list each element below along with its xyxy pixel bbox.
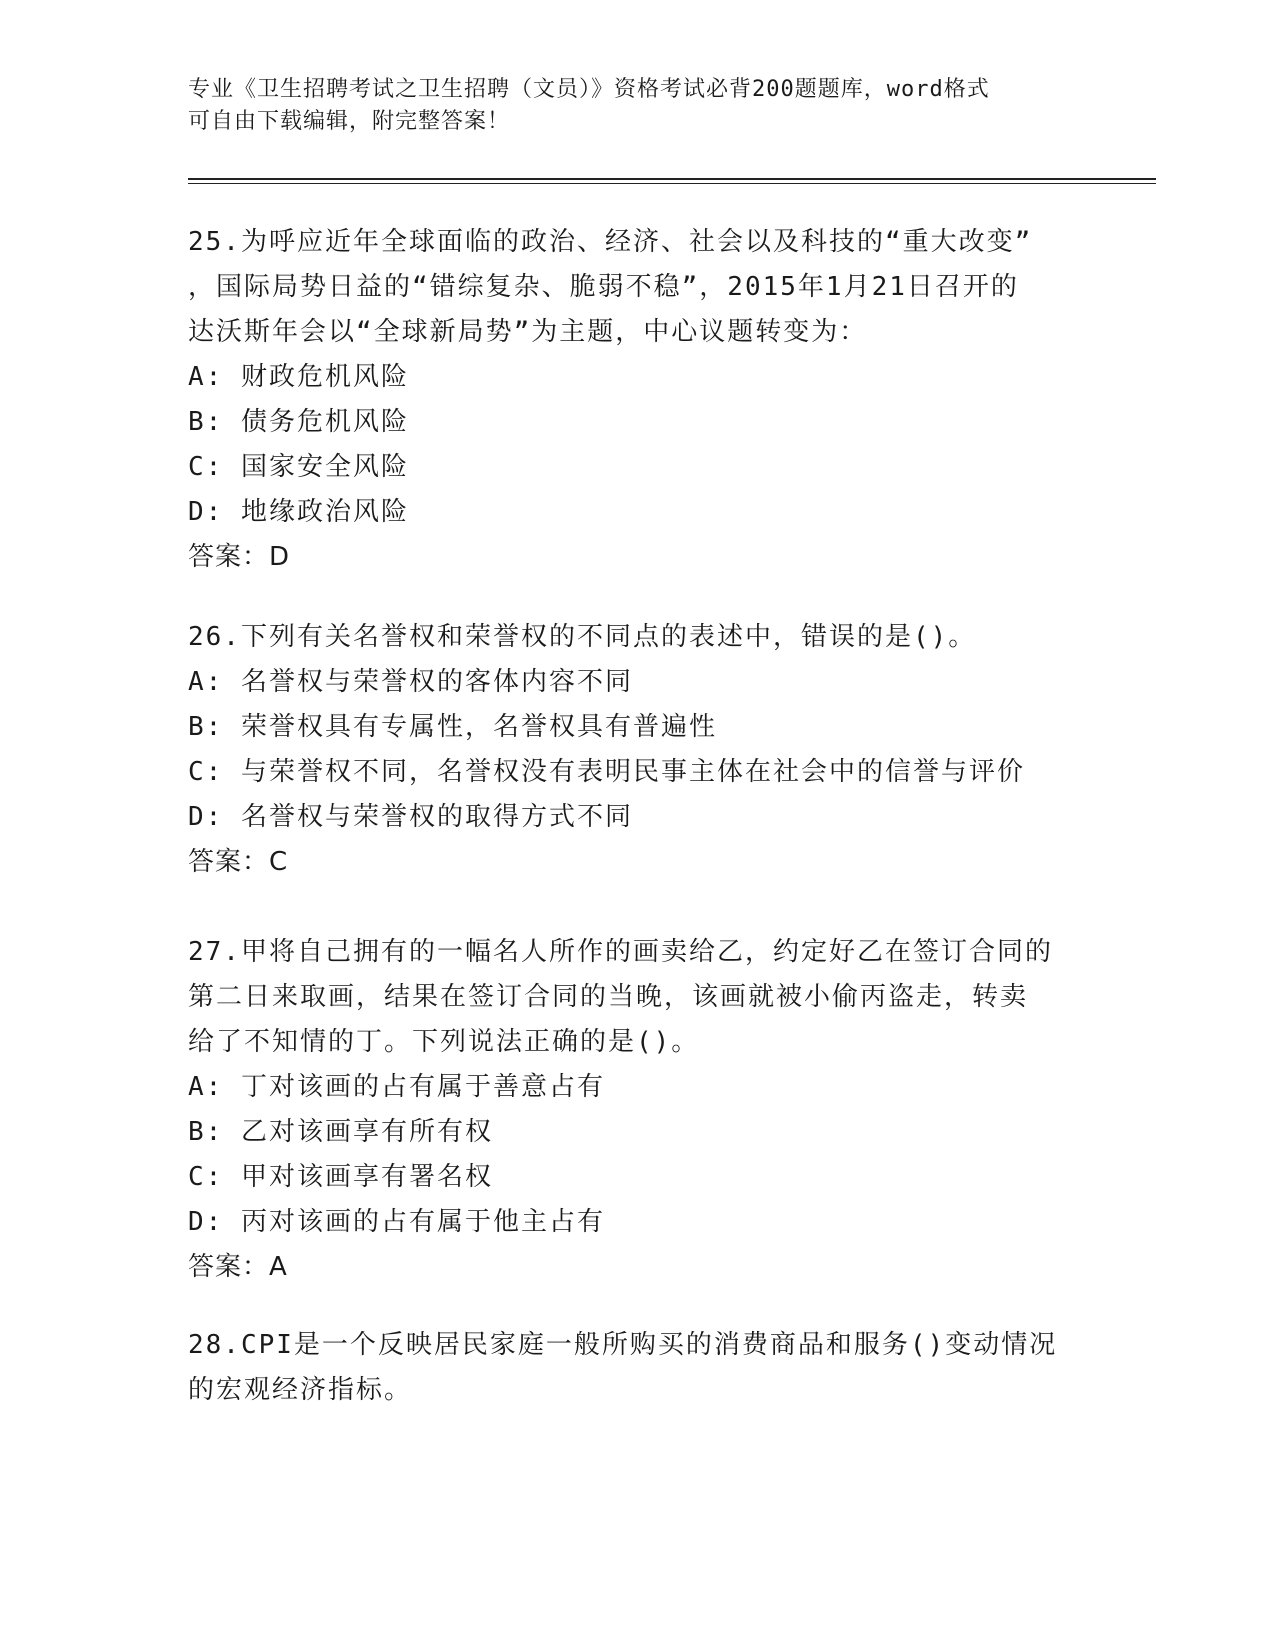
answer: 答案：A: [188, 1252, 288, 1282]
stem-line: 给了不知情的丁。下列说法正确的是()。: [188, 1027, 700, 1057]
option-d: D: 丙对该画的占有属于他主占有: [188, 1207, 605, 1237]
answer: 答案：C: [188, 847, 289, 877]
option-d: D: 名誉权与荣誉权的取得方式不同: [188, 802, 633, 832]
question-28: [188, 1323, 1088, 1413]
option-a: A: 丁对该画的占有属于善意占有: [188, 1072, 605, 1102]
stem-line: 27.甲将自己拥有的一幅名人所作的画卖给乙，约定好乙在签订合同的: [188, 937, 1053, 967]
option-b: B: 乙对该画享有所有权: [188, 1117, 493, 1147]
question-stem: [188, 930, 1088, 1065]
option-a: A: 财政危机风险: [188, 362, 409, 392]
option-c: C: 与荣誉权不同，名誉权没有表明民事主体在社会中的信誉与评价: [188, 757, 1025, 787]
stem-line: 28.CPI是一个反映居民家庭一般所购买的消费商品和服务()变动情况: [188, 1330, 1058, 1360]
option-c: C: 甲对该画享有署名权: [188, 1162, 493, 1192]
header-line-2: 可自由下载编辑，附完整答案！: [188, 109, 511, 134]
option-b: B: 债务危机风险: [188, 407, 409, 437]
question-25: [188, 220, 1088, 580]
question-26: [188, 615, 1088, 885]
question-stem: [188, 615, 1088, 660]
option-a: A: 名誉权与荣誉权的客体内容不同: [188, 667, 633, 697]
option-c: C: 国家安全风险: [188, 452, 409, 482]
header-line-1: 专业《卫生招聘考试之卫生招聘（文员）》资格考试必背200题题库，word格式: [188, 77, 990, 102]
stem-line: 26.下列有关名誉权和荣誉权的不同点的表述中，错误的是()。: [188, 622, 977, 652]
question-27: [188, 930, 1088, 1290]
stem-line: 第二日来取画，结果在签订合同的当晚，该画就被小偷丙盗走，转卖: [188, 982, 1029, 1012]
question-stem: [188, 1323, 1088, 1413]
document-header: [188, 74, 1088, 138]
option-b: B: 荣誉权具有专属性，名誉权具有普遍性: [188, 712, 717, 742]
answer: 答案：D: [188, 542, 291, 572]
stem-line: 的宏观经济指标。: [188, 1375, 413, 1405]
option-d: D: 地缘政治风险: [188, 497, 409, 527]
stem-line: 达沃斯年会以“全球新局势”为主题，中心议题转变为：: [188, 317, 868, 347]
stem-line: 25.为呼应近年全球面临的政治、经济、社会以及科技的“重大改变”: [188, 227, 1033, 257]
stem-line: ，国际局势日益的“错综复杂、脆弱不稳”，2015年1月21日召开的: [188, 272, 1019, 302]
header-divider: [188, 178, 1156, 184]
question-stem: [188, 220, 1088, 355]
